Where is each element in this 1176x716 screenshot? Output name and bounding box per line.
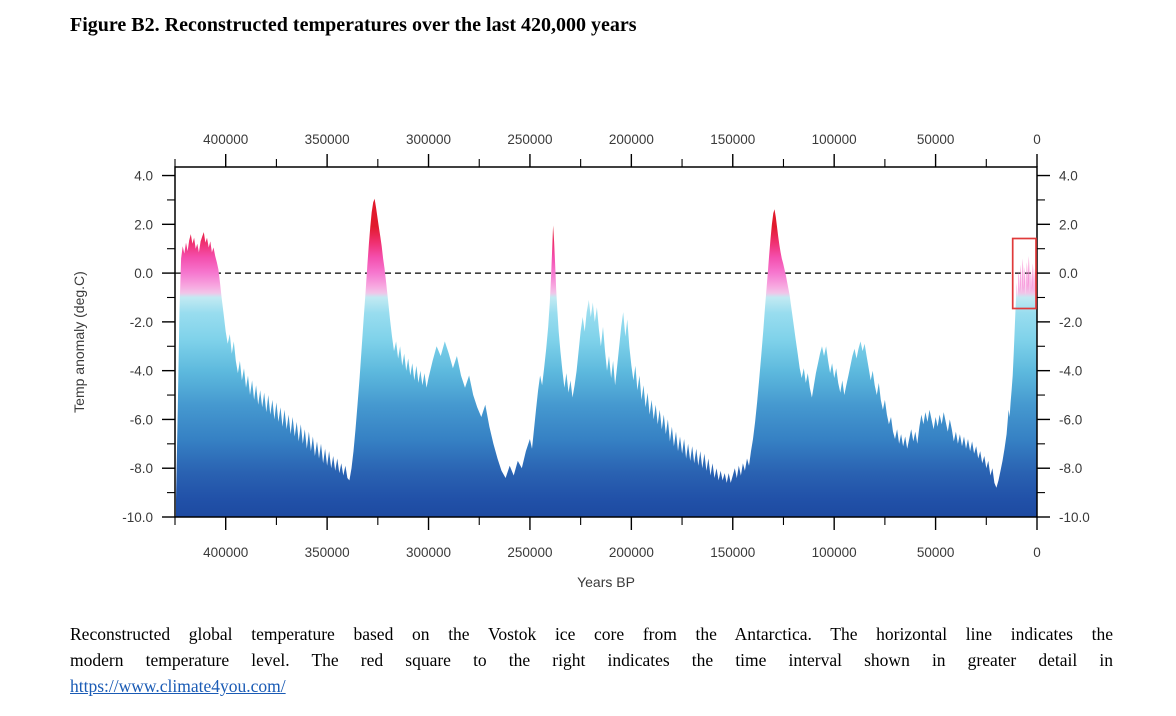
y-tick-label-right: -8.0 [1059, 461, 1083, 477]
y-tick-label-left: -6.0 [129, 412, 153, 428]
y-tick-label-right: -4.0 [1059, 363, 1083, 379]
x-tick-label-bottom: 300000 [405, 545, 452, 560]
y-tick-label-right: 4.0 [1059, 168, 1078, 184]
y-tick-label-left: -10.0 [122, 510, 153, 525]
y-tick-label-left: 2.0 [134, 217, 153, 233]
x-tick-label-top: 250000 [507, 132, 553, 147]
x-tick-label-bottom: 250000 [507, 545, 553, 560]
y-tick-label-left: -4.0 [129, 363, 153, 379]
y-axis-title: Temp anomaly (deg.C) [71, 271, 87, 413]
figure-caption [70, 621, 1113, 699]
figure-title: Figure B2. Reconstructed temperatures over the last 420,000 years [70, 14, 637, 36]
x-tick-label-top: 100000 [811, 132, 857, 147]
caption-line-3 [70, 673, 1113, 699]
y-tick-label-right: 0.0 [1059, 266, 1078, 282]
x-axis-title: Years BP [577, 574, 635, 590]
y-tick-label-right: -2.0 [1059, 314, 1083, 330]
y-tick-label-right: -6.0 [1059, 412, 1083, 428]
x-tick-label-bottom: 350000 [304, 545, 350, 560]
y-tick-label-right: 2.0 [1059, 217, 1078, 233]
caption-line-1: Reconstructed global temperature based on the Vostok ice core from the Antarctica. The horizontal line indicates the [70, 624, 1113, 644]
y-tick-label-left: 4.0 [134, 168, 153, 184]
y-tick-label-left: -2.0 [129, 314, 153, 330]
x-tick-label-top: 400000 [203, 132, 249, 147]
x-tick-label-top: 300000 [405, 132, 452, 147]
x-tick-label-bottom: 100000 [811, 545, 857, 560]
y-tick-label-left: -8.0 [129, 461, 153, 477]
x-tick-label-top: 0 [1033, 132, 1041, 147]
x-tick-label-bottom: 150000 [710, 545, 756, 560]
climate4you-link[interactable]: https://www.climate4you.com/ [70, 676, 286, 696]
y-tick-label-left: 0.0 [134, 266, 153, 282]
x-tick-label-bottom: 50000 [916, 545, 955, 560]
x-tick-label-top: 50000 [916, 132, 955, 147]
temperature-area-series [176, 199, 1037, 517]
x-tick-label-top: 150000 [710, 132, 756, 147]
x-tick-label-bottom: 200000 [608, 545, 654, 560]
x-tick-label-top: 200000 [608, 132, 654, 147]
y-tick-label-right: -10.0 [1059, 510, 1090, 525]
x-tick-label-top: 350000 [304, 132, 350, 147]
x-tick-label-bottom: 400000 [203, 545, 249, 560]
caption-line-2: modern temperature level. The red square to the right indicates the time interval shown in greater detail in [70, 650, 1113, 670]
x-tick-label-bottom: 0 [1033, 545, 1041, 560]
